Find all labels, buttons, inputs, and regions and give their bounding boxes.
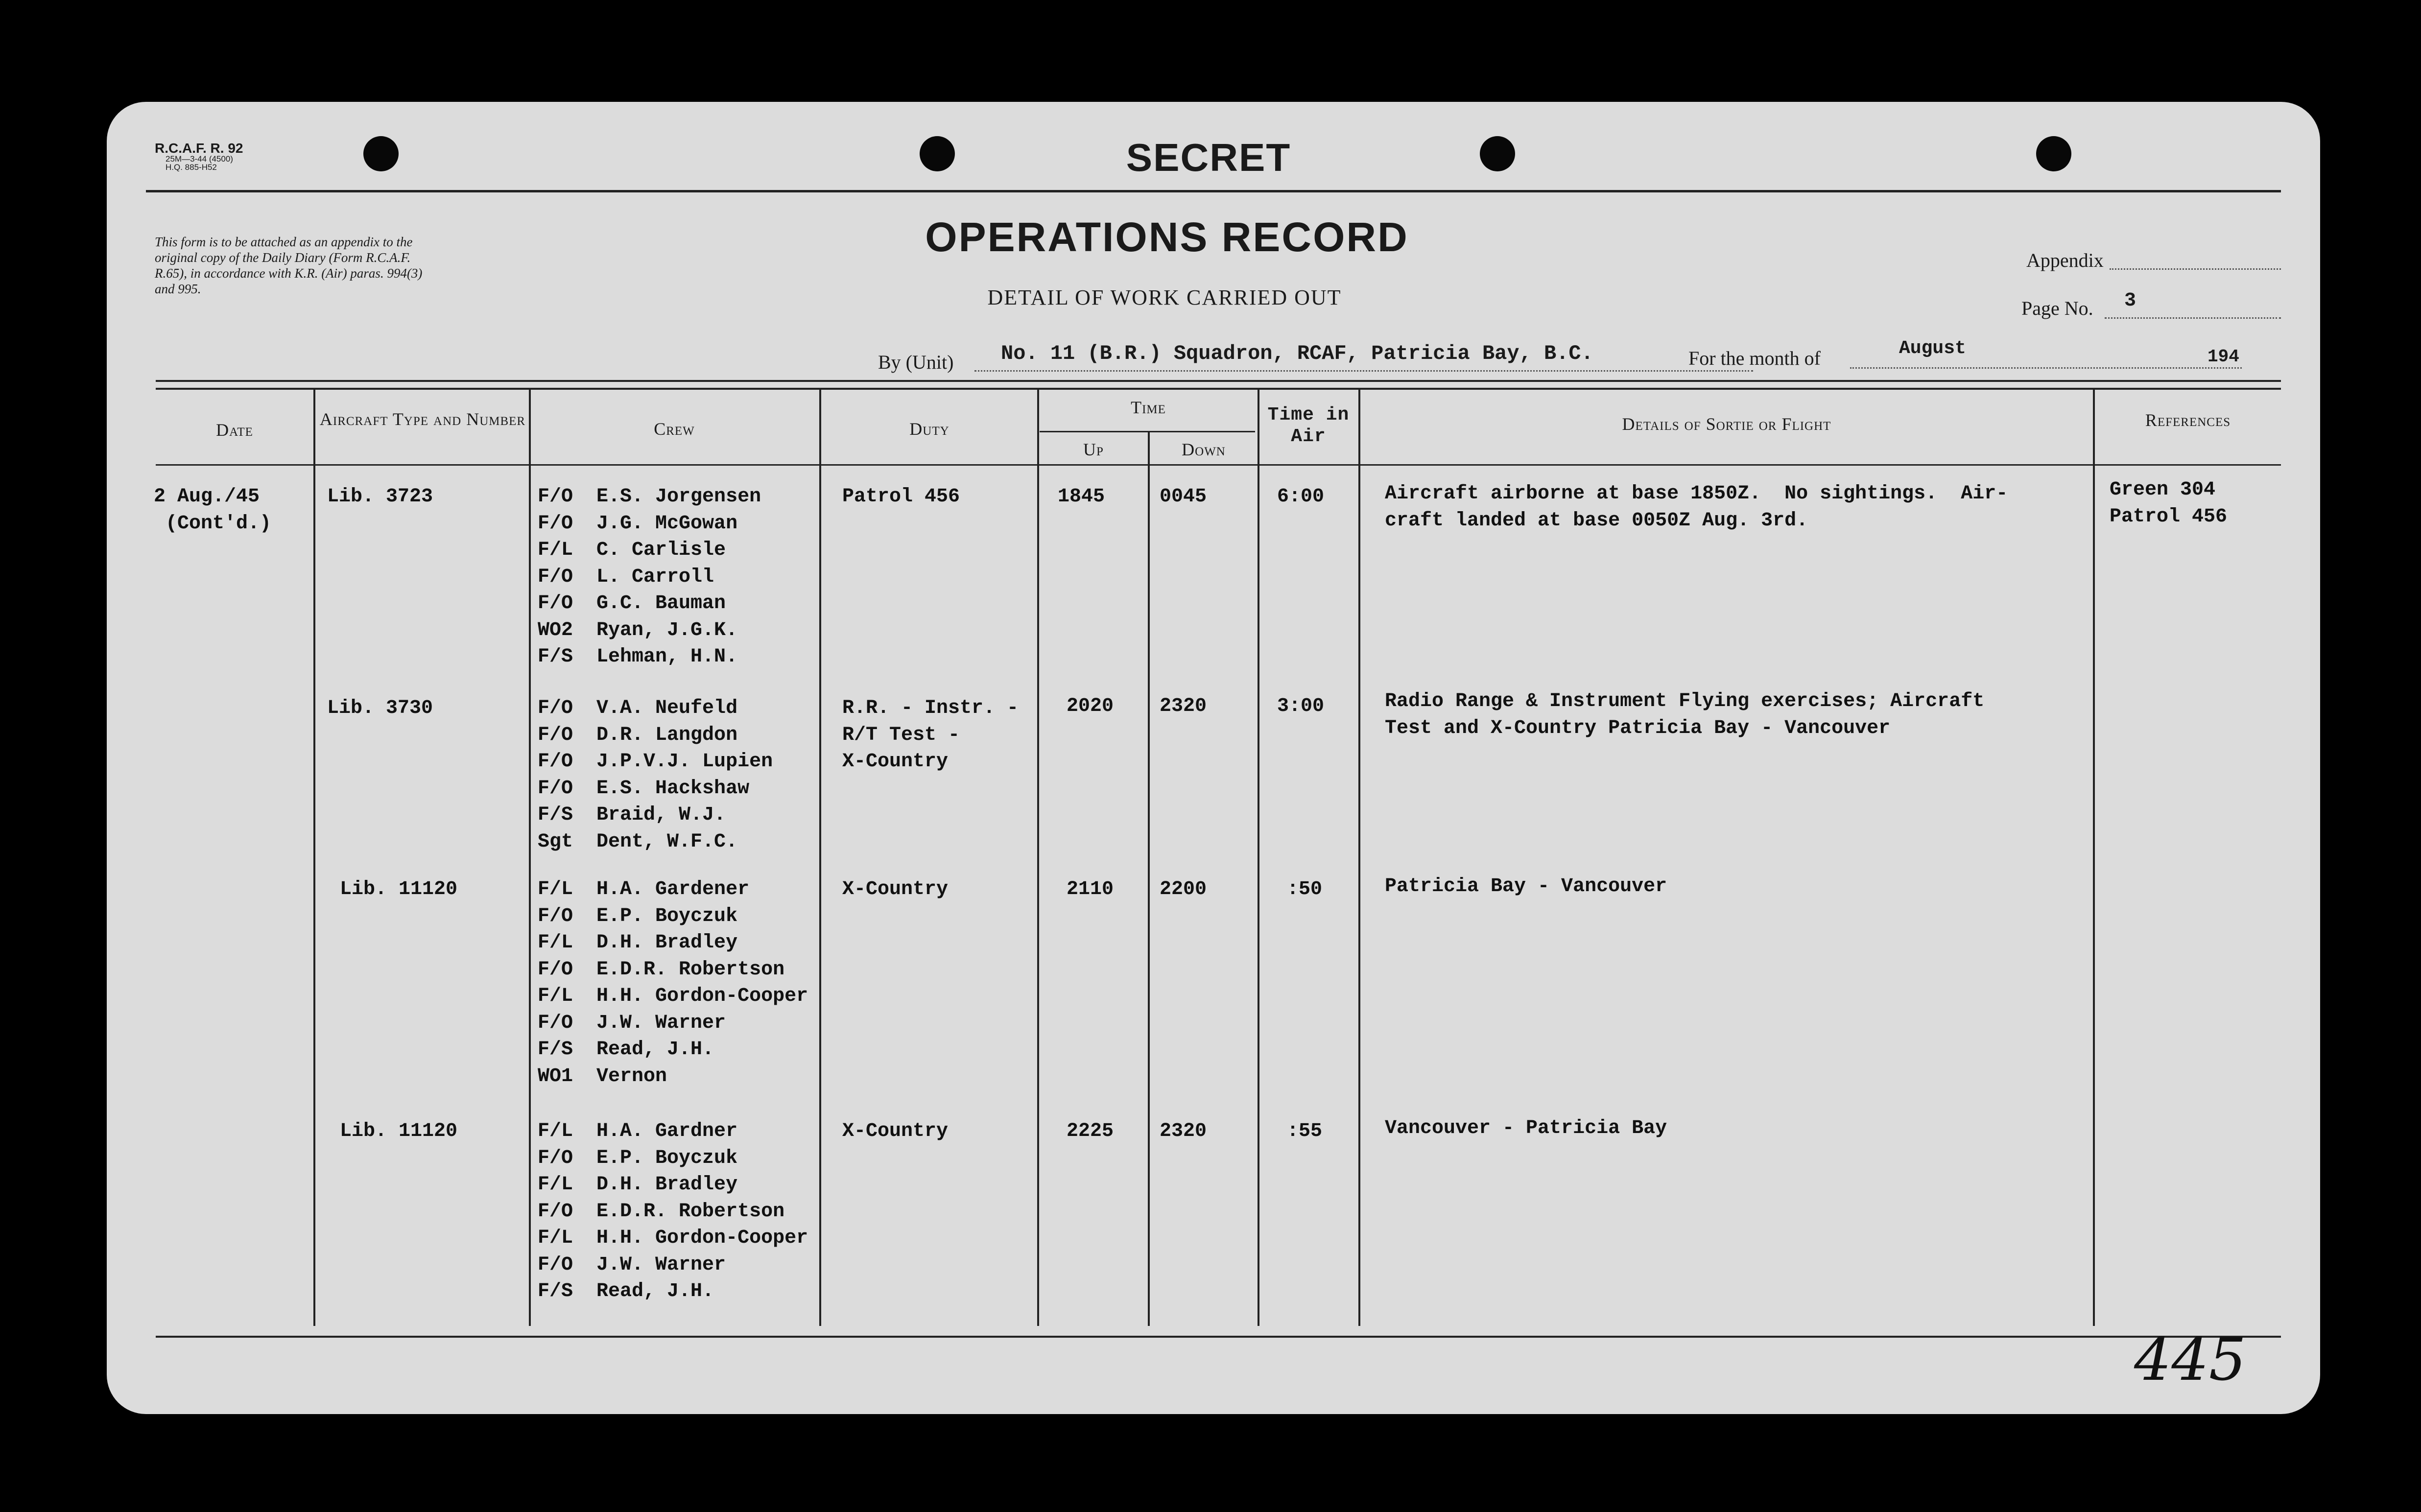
entry-aircraft: Lib. 11120	[340, 878, 458, 900]
month-label: For the month of	[1688, 347, 1821, 369]
page-number-line	[2105, 317, 2281, 319]
header-up: Up	[1083, 440, 1104, 459]
entry-references: Green 304 Patrol 456	[2110, 479, 2228, 528]
entry-date: 2 Aug./45 (Cont'd.)	[154, 486, 272, 535]
form-code: R.C.A.F. R. 92 25M—3-44 (4500) H.Q. 885-H52	[155, 141, 243, 172]
punch-hole	[2036, 136, 2071, 171]
entry-details: Aircraft airborne at base 1850Z. No sightings. Air- craft landed at base 0050Z Aug. 3rd.	[1385, 483, 2008, 532]
entry-crew: F/O E.S. Jorgensen F/O J.G. McGowan F/L C. Carlisle F/O L. Carroll F/O G.C. Bauman WO2 Ryan, J.G.K. F/S Lehman, H.N.	[538, 486, 761, 668]
table-bottom-rule	[156, 1336, 2281, 1338]
entry-aircraft: Lib. 3723	[327, 486, 433, 508]
time-subheader-rule	[1040, 431, 1255, 432]
entry-duty: X-Country	[842, 878, 949, 900]
entry-crew: F/L H.A. Gardener F/O E.P. Boyczuk F/L D.H. Bradley F/O E.D.R. Robertson F/L H.H. Gordon-Cooper F/O J.W. Warner F/S Read, J.H. WO1 Vernon	[538, 878, 808, 1087]
column-divider	[1037, 389, 1039, 1326]
column-divider	[529, 389, 531, 1326]
entry-up: 2225	[1067, 1120, 1114, 1142]
header-aircraft: Aircraft Type and Number	[319, 409, 526, 429]
entry-up: 1845	[1058, 486, 1105, 508]
entry-details: Radio Range & Instrument Flying exercises; Aircraft Test and X-Country Patricia Bay - Vancouver	[1385, 690, 1985, 739]
unit-line	[974, 370, 1753, 372]
classification-heading: SECRET	[1126, 136, 1291, 179]
appendix-line	[2110, 268, 2281, 270]
entry-down: 2320	[1160, 1120, 1207, 1142]
record-card	[107, 102, 2320, 1414]
entry-duty: X-Country	[842, 1120, 949, 1142]
column-divider	[1148, 432, 1150, 1326]
entry-down: 2320	[1160, 695, 1207, 717]
month-line	[1850, 367, 2242, 369]
year-value: 194	[2207, 347, 2239, 367]
entry-down: 0045	[1160, 486, 1207, 508]
header-down: Down	[1182, 440, 1226, 459]
unit-label: By (Unit)	[878, 351, 954, 373]
page-number-label: Page No.	[2021, 297, 2093, 319]
header-references: References	[2145, 410, 2231, 430]
header-time-in-air: Time in Air	[1267, 404, 1350, 447]
header-details: Details of Sortie or Flight	[1622, 414, 1831, 434]
punch-hole	[1480, 136, 1515, 171]
header-duty: Duty	[909, 419, 949, 439]
handwritten-annotation: 445	[2134, 1326, 2247, 1394]
header-crew: Crew	[654, 419, 695, 439]
entry-details: Vancouver - Patricia Bay	[1385, 1117, 1667, 1139]
entry-crew: F/O V.A. Neufeld F/O D.R. Langdon F/O J.P.V.J. Lupien F/O E.S. Hackshaw F/S Braid, W.J. Sgt Dent, W.F.C.	[538, 697, 773, 853]
entry-up: 2110	[1067, 878, 1114, 900]
entry-duty: R.R. - Instr. - R/T Test - X-Country	[842, 697, 1019, 773]
entry-aircraft: Lib. 11120	[340, 1120, 458, 1142]
entry-time-in-air: 6:00	[1277, 486, 1325, 508]
column-divider	[819, 389, 821, 1326]
entry-time-in-air: :50	[1287, 878, 1323, 900]
entry-up: 2020	[1067, 695, 1114, 717]
month-value: August	[1899, 338, 1966, 359]
entry-crew: F/L H.A. Gardner F/O E.P. Boyczuk F/L D.H. Bradley F/O E.D.R. Robertson F/L H.H. Gordon-Cooper F/O J.W. Warner F/S Read, J.H.	[538, 1120, 808, 1302]
table-top-rule	[156, 380, 2281, 382]
column-divider	[313, 389, 315, 1326]
page-subtitle: DETAIL OF WORK CARRIED OUT	[987, 285, 1342, 309]
entry-aircraft: Lib. 3730	[327, 697, 433, 719]
column-divider	[1358, 389, 1360, 1326]
form-instructions: This form is to be attached as an appendix to the original copy of the Daily Diary (Form R.C.A.F. R.65), in accordance with K.R. (Air) paras. 994(3) and 995.	[155, 235, 423, 296]
punch-hole	[920, 136, 955, 171]
column-divider	[1258, 389, 1259, 1326]
header-bottom-rule	[156, 464, 2281, 466]
page-title: OPERATIONS RECORD	[925, 214, 1409, 260]
entry-time-in-air: :55	[1287, 1120, 1323, 1142]
punch-hole	[363, 136, 399, 171]
header-time: Time	[1131, 398, 1166, 417]
entry-duty: Patrol 456	[842, 486, 960, 508]
appendix-label: Appendix	[2026, 249, 2104, 271]
header-date: Date	[216, 420, 253, 440]
page-number-value: 3	[2124, 290, 2136, 312]
column-divider	[2093, 389, 2095, 1326]
entry-time-in-air: 3:00	[1277, 695, 1325, 717]
unit-value: No. 11 (B.R.) Squadron, RCAF, Patricia Bay, B.C.	[1001, 342, 1593, 365]
table-top-rule	[156, 388, 2281, 390]
entry-details: Patricia Bay - Vancouver	[1385, 875, 1667, 898]
entry-down: 2200	[1160, 878, 1207, 900]
top-rule	[146, 190, 2281, 192]
